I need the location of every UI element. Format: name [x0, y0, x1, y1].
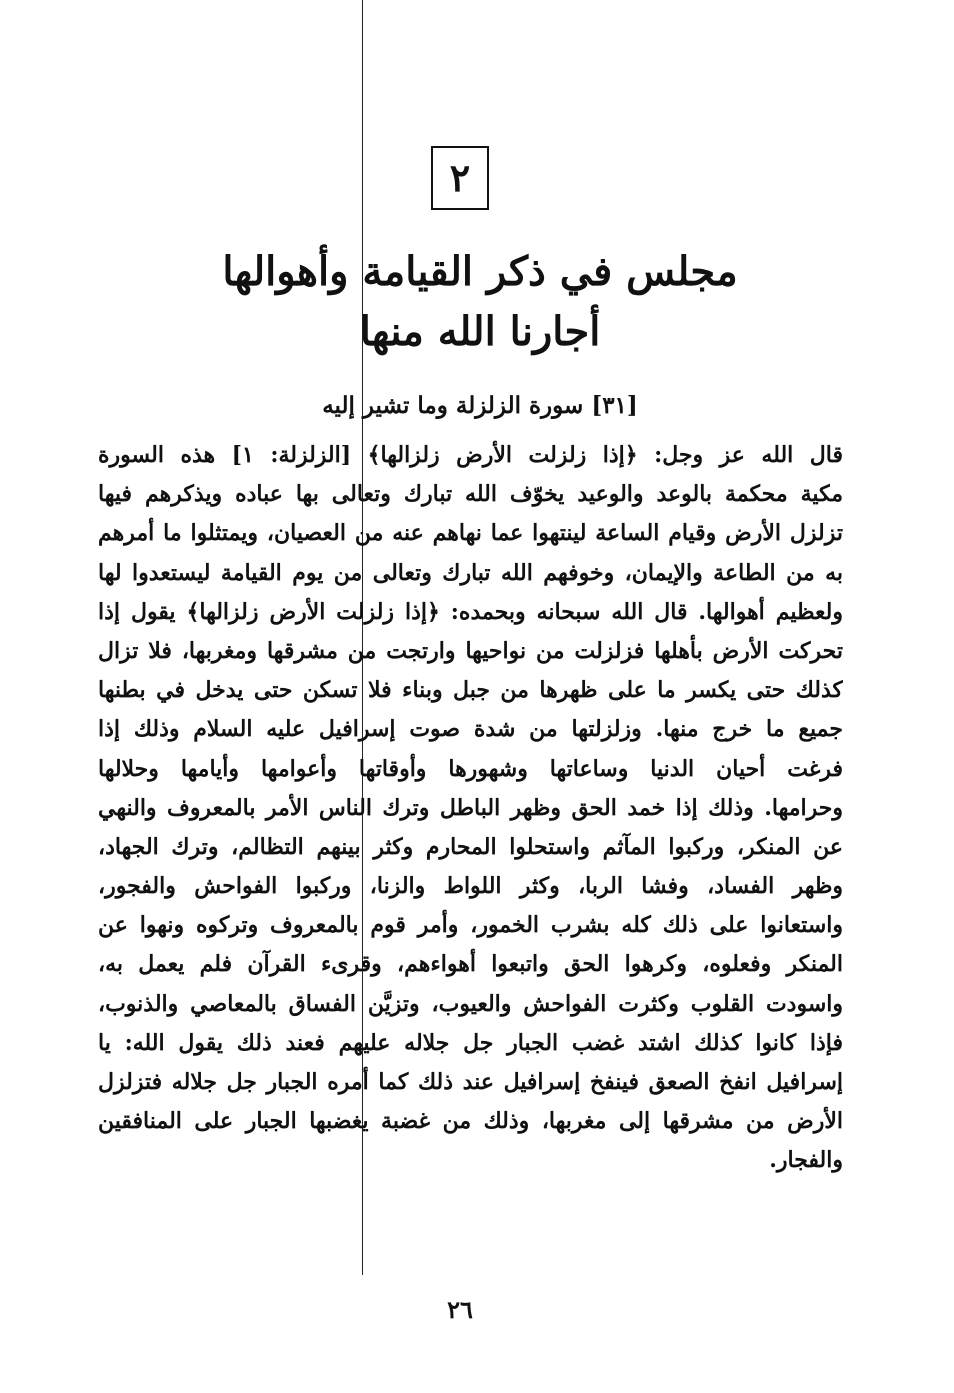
body-text: [98, 436, 843, 1181]
body-line: وظهر الفساد، وفشا الربا، وكثر اللواط والزنا، وركبوا الفواحش والفجور،: [98, 873, 843, 900]
body-line: المنكر وفعلوه، وكرهوا الحق واتبعوا أهواءهم، وقرىء القرآن فلم يعمل به،: [98, 951, 843, 978]
body-line: واسودت القلوب وكثرت الفواحش والعيوب، وتزيَّن الفساق بالمعاصي والذنوب،: [98, 990, 843, 1017]
body-line: واستعانوا على ذلك كله بشرب الخمور، وأمر قوم بالمعروف وتركوه ونهوا عن: [98, 912, 843, 939]
chapter-number-box: [431, 146, 489, 210]
body-line: تحركت الأرض بأهلها فزلزلت من نواحيها وارتجت من مشرقها ومغربها، فلا تزال: [98, 637, 843, 664]
body-line: جميع ما خرج منها. وزلزلتها من شدة صوت إسرافيل عليه السلام وذلك إذا: [98, 716, 843, 743]
body-line: قال الله عز وجل: ﴿إذا زلزلت الأرض زلزالها﴾ [الزلزلة: ١] هذه السورة: [98, 442, 843, 468]
body-line: فإذا كانوا كذلك اشتد غضب الجبار جل جلاله عليهم فعند ذلك يقول الله: يا: [98, 1029, 843, 1056]
body-line: كذلك حتى يكسر ما على ظهرها من جبل وبناء فلا تسكن حتى يدخل في بطنها: [98, 677, 843, 704]
body-line: والفجار.: [769, 1147, 843, 1174]
page-number: ٢٦: [447, 1295, 473, 1324]
body-line: إسرافيل انفخ الصعق فينفخ إسرافيل عند ذلك كما أمره الجبار جل جلاله فتزلزل: [98, 1069, 843, 1095]
body-line: به من الطاعة والإيمان، وخوفهم الله تبارك وتعالى من يوم القيامة ليستعدوا لها: [98, 559, 843, 586]
body-line: عن المنكر، وركبوا المآثم واستحلوا المحارم وكثر بينهم التظالم، وترك الجهاد،: [98, 833, 843, 860]
body-line: تزلزل الأرض وقيام الساعة لينتهوا عما نهاهم عنه من العصيان، ويمتثلوا ما أمرهم: [98, 520, 843, 547]
body-line: فرغت أحيان الدنيا وساعاتها وشهورها وأوقاتها وأعوامها وأيامها وحلالها: [98, 755, 843, 782]
body-line: ولعظيم أهوالها. قال الله سبحانه وبحمده: ﴿إذا زلزلت الأرض زلزالها﴾ يقول إذا: [98, 598, 843, 625]
section-heading: [٣١] سورة الزلزلة وما تشير إليه: [322, 392, 638, 419]
body-line: مكية محكمة بالوعد والوعيد يخوّف الله تبارك وتعالى بها عباده ويذكرهم فيها: [98, 481, 843, 508]
page-title-line-1: مجلس في ذكر القيامة وأهوالها: [222, 248, 738, 295]
page-title-line-2: أجارنا الله منها: [359, 308, 601, 355]
body-line: وحرامها. وذلك إذا خمد الحق وظهر الباطل وترك الناس الأمر بالمعروف والنهي: [98, 794, 843, 821]
body-line: الأرض من مشرقها إلى مغربها، وذلك من غضبة يغضبها الجبار على المنافقين: [98, 1108, 843, 1135]
chapter-number: ٢: [449, 155, 471, 200]
